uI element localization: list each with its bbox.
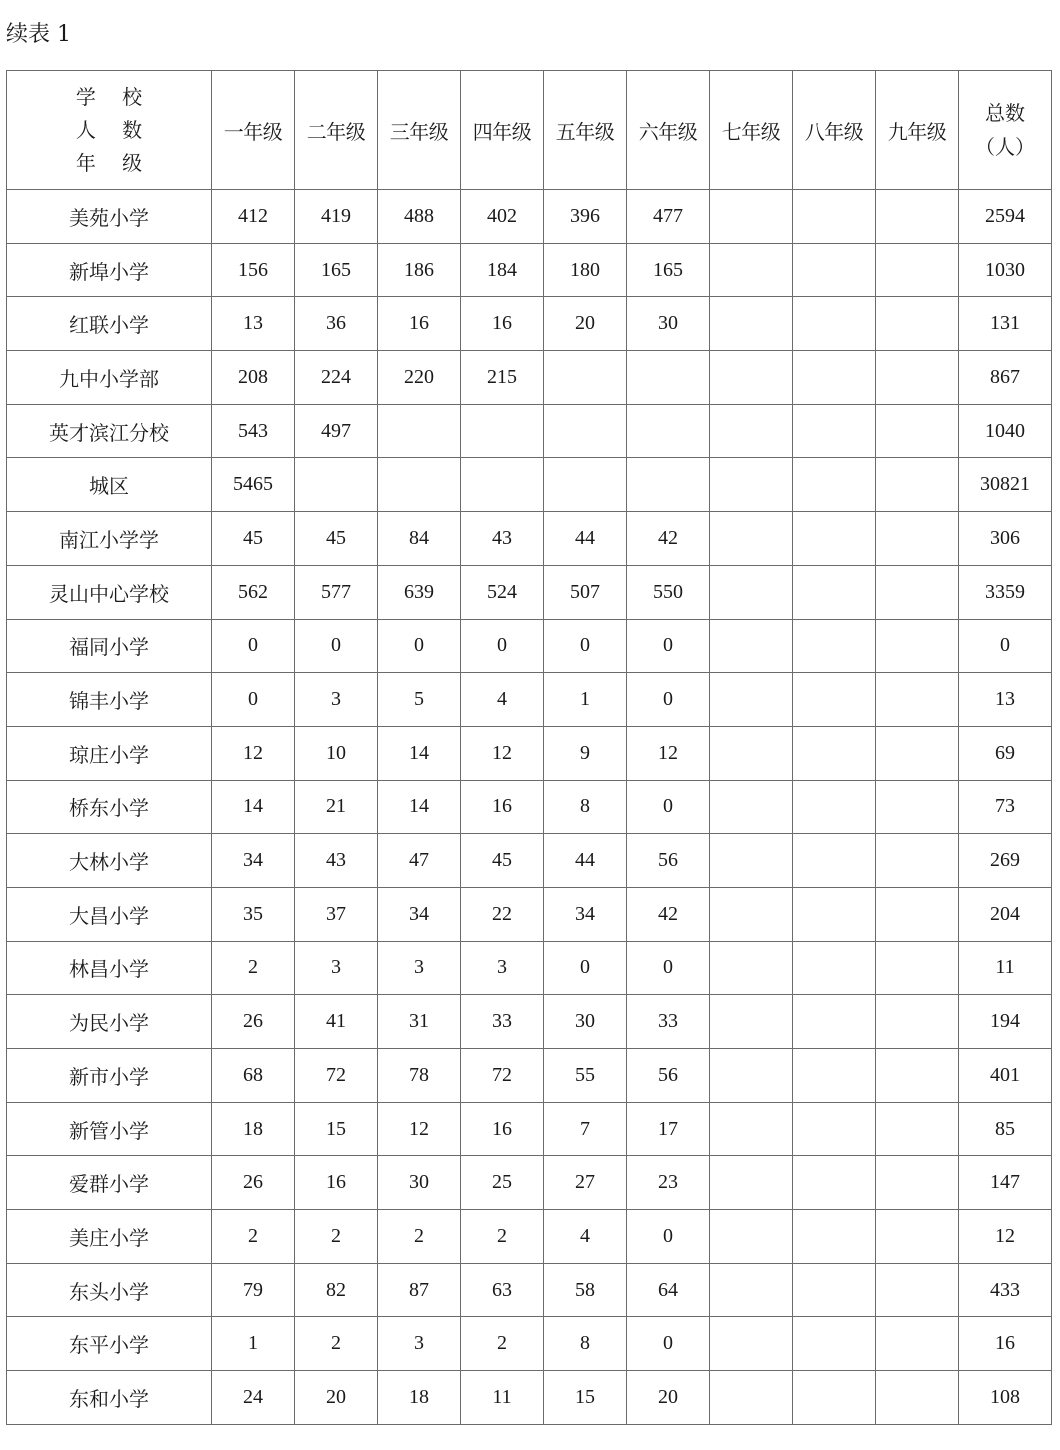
grade-7-count-cell [710, 243, 793, 297]
grade-header-4: 四年级 [461, 71, 544, 190]
total-count-cell: 73 [959, 780, 1052, 834]
grade-2-count-cell: 15 [295, 1102, 378, 1156]
grade-9-count-cell [876, 404, 959, 458]
grade-4-count-cell: 72 [461, 1049, 544, 1103]
grade-4-count-cell: 11 [461, 1371, 544, 1425]
total-count-cell: 108 [959, 1371, 1052, 1425]
grade-9-count-cell [876, 887, 959, 941]
grade-9-count-cell [876, 1102, 959, 1156]
grade-7-count-cell [710, 834, 793, 888]
total-count-cell: 30821 [959, 458, 1052, 512]
total-count-cell: 401 [959, 1049, 1052, 1103]
grade-2-count-cell: 36 [295, 297, 378, 351]
grade-2-count-cell: 37 [295, 887, 378, 941]
total-header-unit: （人） [975, 135, 1035, 159]
grade-header-1: 一年级 [212, 71, 295, 190]
total-count-cell: 306 [959, 512, 1052, 566]
grade-3-count-cell [378, 458, 461, 512]
school-name-cell: 大林小学 [7, 834, 212, 888]
grade-3-count-cell: 5 [378, 673, 461, 727]
grade-1-count-cell: 12 [212, 726, 295, 780]
grade-7-count-cell [710, 404, 793, 458]
grade-9-count-cell [876, 1049, 959, 1103]
grade-4-count-cell: 25 [461, 1156, 544, 1210]
grade-4-count-cell: 215 [461, 351, 544, 405]
corner-label-grade: 年 级 [75, 150, 153, 175]
grade-1-count-cell: 79 [212, 1263, 295, 1317]
grade-5-count-cell: 20 [544, 297, 627, 351]
grade-5-count-cell: 0 [544, 941, 627, 995]
grade-1-count-cell: 14 [212, 780, 295, 834]
grade-7-count-cell [710, 1102, 793, 1156]
grade-5-count-cell [544, 351, 627, 405]
grade-4-count-cell: 33 [461, 995, 544, 1049]
grade-1-count-cell: 68 [212, 1049, 295, 1103]
total-count-cell: 194 [959, 995, 1052, 1049]
school-name-cell: 英才滨江分校 [7, 404, 212, 458]
grade-1-count-cell: 18 [212, 1102, 295, 1156]
table-row [7, 190, 1052, 244]
school-name-cell: 爱群小学 [7, 1156, 212, 1210]
grade-5-count-cell: 1 [544, 673, 627, 727]
total-count-cell: 3359 [959, 565, 1052, 619]
grade-2-count-cell: 72 [295, 1049, 378, 1103]
grade-2-count-cell: 41 [295, 995, 378, 1049]
school-name-cell: 美苑小学 [7, 190, 212, 244]
grade-4-count-cell: 0 [461, 619, 544, 673]
corner-label-school: 学 校 [75, 84, 153, 109]
grade-4-count-cell: 184 [461, 243, 544, 297]
grade-1-count-cell: 0 [212, 673, 295, 727]
grade-3-count-cell: 488 [378, 190, 461, 244]
table-row [7, 458, 1052, 512]
table-row [7, 619, 1052, 673]
grade-4-count-cell: 63 [461, 1263, 544, 1317]
grade-8-count-cell [793, 458, 876, 512]
school-name-cell: 锦丰小学 [7, 673, 212, 727]
grade-6-count-cell: 56 [627, 834, 710, 888]
total-count-cell: 11 [959, 941, 1052, 995]
grade-2-count-cell: 165 [295, 243, 378, 297]
grade-3-count-cell: 47 [378, 834, 461, 888]
grade-8-count-cell [793, 1317, 876, 1371]
grade-9-count-cell [876, 512, 959, 566]
grade-7-count-cell [710, 887, 793, 941]
grade-3-count-cell: 3 [378, 941, 461, 995]
total-count-cell: 269 [959, 834, 1052, 888]
table-row [7, 780, 1052, 834]
grade-5-count-cell: 44 [544, 512, 627, 566]
total-count-cell: 867 [959, 351, 1052, 405]
grade-7-count-cell [710, 1210, 793, 1264]
grade-6-count-cell: 64 [627, 1263, 710, 1317]
grade-4-count-cell: 45 [461, 834, 544, 888]
grade-4-count-cell: 16 [461, 1102, 544, 1156]
grade-7-count-cell [710, 619, 793, 673]
grade-4-count-cell: 2 [461, 1317, 544, 1371]
grade-5-count-cell: 34 [544, 887, 627, 941]
grade-3-count-cell: 16 [378, 297, 461, 351]
school-name-cell: 城区 [7, 458, 212, 512]
grade-5-count-cell: 0 [544, 619, 627, 673]
grade-3-count-cell: 3 [378, 1317, 461, 1371]
grade-2-count-cell [295, 458, 378, 512]
grade-1-count-cell: 1 [212, 1317, 295, 1371]
grade-2-count-cell: 10 [295, 726, 378, 780]
grade-8-count-cell [793, 190, 876, 244]
grade-3-count-cell: 31 [378, 995, 461, 1049]
grade-8-count-cell [793, 995, 876, 1049]
school-name-cell: 新市小学 [7, 1049, 212, 1103]
grade-5-count-cell: 8 [544, 1317, 627, 1371]
grade-9-count-cell [876, 619, 959, 673]
total-header-cell [959, 71, 1052, 190]
grade-7-count-cell [710, 351, 793, 405]
grade-4-count-cell [461, 404, 544, 458]
grade-6-count-cell: 12 [627, 726, 710, 780]
total-count-cell: 85 [959, 1102, 1052, 1156]
grade-9-count-cell [876, 995, 959, 1049]
grade-8-count-cell [793, 1371, 876, 1425]
grade-9-count-cell [876, 243, 959, 297]
table-row [7, 941, 1052, 995]
grade-9-count-cell [876, 941, 959, 995]
grade-1-count-cell: 26 [212, 995, 295, 1049]
enrollment-table [6, 70, 1052, 1425]
grade-9-count-cell [876, 190, 959, 244]
grade-1-count-cell: 543 [212, 404, 295, 458]
table-body [7, 190, 1052, 1425]
grade-7-count-cell [710, 1156, 793, 1210]
grade-5-count-cell: 55 [544, 1049, 627, 1103]
table-row [7, 834, 1052, 888]
grade-5-count-cell: 30 [544, 995, 627, 1049]
grade-6-count-cell: 165 [627, 243, 710, 297]
grade-6-count-cell: 23 [627, 1156, 710, 1210]
grade-2-count-cell: 2 [295, 1210, 378, 1264]
grade-6-count-cell [627, 351, 710, 405]
grade-6-count-cell: 477 [627, 190, 710, 244]
grade-8-count-cell [793, 404, 876, 458]
grade-2-count-cell: 0 [295, 619, 378, 673]
table-row [7, 1210, 1052, 1264]
grade-7-count-cell [710, 458, 793, 512]
grade-header-3: 三年级 [378, 71, 461, 190]
grade-2-count-cell: 3 [295, 673, 378, 727]
table-row [7, 1102, 1052, 1156]
grade-4-count-cell: 12 [461, 726, 544, 780]
table-row [7, 1371, 1052, 1425]
school-name-cell: 东平小学 [7, 1317, 212, 1371]
grade-2-count-cell: 45 [295, 512, 378, 566]
grade-2-count-cell: 577 [295, 565, 378, 619]
grade-8-count-cell [793, 243, 876, 297]
grade-header-5: 五年级 [544, 71, 627, 190]
table-row [7, 512, 1052, 566]
grade-3-count-cell: 34 [378, 887, 461, 941]
grade-3-count-cell: 30 [378, 1156, 461, 1210]
grade-6-count-cell [627, 404, 710, 458]
grade-5-count-cell [544, 458, 627, 512]
total-count-cell: 2594 [959, 190, 1052, 244]
grade-2-count-cell: 21 [295, 780, 378, 834]
grade-6-count-cell: 20 [627, 1371, 710, 1425]
grade-9-count-cell [876, 1371, 959, 1425]
grade-9-count-cell [876, 726, 959, 780]
table-row [7, 297, 1052, 351]
grade-6-count-cell: 33 [627, 995, 710, 1049]
grade-1-count-cell: 2 [212, 1210, 295, 1264]
grade-6-count-cell: 550 [627, 565, 710, 619]
grade-5-count-cell: 8 [544, 780, 627, 834]
grade-8-count-cell [793, 1263, 876, 1317]
grade-5-count-cell: 7 [544, 1102, 627, 1156]
table-row [7, 1317, 1052, 1371]
grade-9-count-cell [876, 297, 959, 351]
table-row [7, 995, 1052, 1049]
grade-6-count-cell: 30 [627, 297, 710, 351]
total-count-cell: 69 [959, 726, 1052, 780]
grade-9-count-cell [876, 780, 959, 834]
grade-7-count-cell [710, 1371, 793, 1425]
school-name-cell: 东和小学 [7, 1371, 212, 1425]
grade-7-count-cell [710, 565, 793, 619]
grade-5-count-cell: 58 [544, 1263, 627, 1317]
grade-7-count-cell [710, 1263, 793, 1317]
grade-3-count-cell: 14 [378, 780, 461, 834]
grade-7-count-cell [710, 512, 793, 566]
grade-7-count-cell [710, 1049, 793, 1103]
grade-2-count-cell: 2 [295, 1317, 378, 1371]
grade-7-count-cell [710, 1317, 793, 1371]
grade-7-count-cell [710, 780, 793, 834]
grade-header-2: 二年级 [295, 71, 378, 190]
grade-1-count-cell: 2 [212, 941, 295, 995]
table-row [7, 565, 1052, 619]
grade-8-count-cell [793, 351, 876, 405]
grade-8-count-cell [793, 726, 876, 780]
grade-1-count-cell: 562 [212, 565, 295, 619]
total-count-cell: 433 [959, 1263, 1052, 1317]
grade-6-count-cell: 0 [627, 673, 710, 727]
grade-1-count-cell: 13 [212, 297, 295, 351]
grade-9-count-cell [876, 351, 959, 405]
total-count-cell: 147 [959, 1156, 1052, 1210]
grade-6-count-cell: 42 [627, 887, 710, 941]
school-name-cell: 灵山中心学校 [7, 565, 212, 619]
table-row [7, 887, 1052, 941]
grade-header-8: 八年级 [793, 71, 876, 190]
grade-3-count-cell: 2 [378, 1210, 461, 1264]
grade-8-count-cell [793, 1049, 876, 1103]
table-row [7, 673, 1052, 727]
grade-3-count-cell: 78 [378, 1049, 461, 1103]
school-name-cell: 新埠小学 [7, 243, 212, 297]
grade-1-count-cell: 412 [212, 190, 295, 244]
grade-6-count-cell: 0 [627, 619, 710, 673]
grade-5-count-cell: 27 [544, 1156, 627, 1210]
grade-4-count-cell: 3 [461, 941, 544, 995]
grade-2-count-cell: 419 [295, 190, 378, 244]
grade-3-count-cell: 220 [378, 351, 461, 405]
grade-1-count-cell: 45 [212, 512, 295, 566]
grade-6-count-cell: 42 [627, 512, 710, 566]
table-caption: 续表 1 [6, 22, 71, 47]
grade-7-count-cell [710, 995, 793, 1049]
grade-5-count-cell [544, 404, 627, 458]
grade-3-count-cell: 639 [378, 565, 461, 619]
grade-9-count-cell [876, 1210, 959, 1264]
grade-8-count-cell [793, 780, 876, 834]
total-count-cell: 0 [959, 619, 1052, 673]
grade-5-count-cell: 180 [544, 243, 627, 297]
total-count-cell: 1040 [959, 404, 1052, 458]
school-name-cell: 东头小学 [7, 1263, 212, 1317]
school-name-cell: 大昌小学 [7, 887, 212, 941]
grade-1-count-cell: 34 [212, 834, 295, 888]
grade-2-count-cell: 82 [295, 1263, 378, 1317]
grade-3-count-cell: 186 [378, 243, 461, 297]
total-count-cell: 1030 [959, 243, 1052, 297]
header-row [7, 71, 1052, 190]
grade-8-count-cell [793, 834, 876, 888]
grade-2-count-cell: 224 [295, 351, 378, 405]
grade-2-count-cell: 43 [295, 834, 378, 888]
table-row [7, 351, 1052, 405]
grade-8-count-cell [793, 1102, 876, 1156]
grade-4-count-cell: 402 [461, 190, 544, 244]
grade-4-count-cell [461, 458, 544, 512]
grade-6-count-cell: 0 [627, 1210, 710, 1264]
total-count-cell: 16 [959, 1317, 1052, 1371]
grade-4-count-cell: 4 [461, 673, 544, 727]
grade-8-count-cell [793, 673, 876, 727]
grade-9-count-cell [876, 458, 959, 512]
grade-8-count-cell [793, 1156, 876, 1210]
grade-8-count-cell [793, 887, 876, 941]
grade-4-count-cell: 524 [461, 565, 544, 619]
grade-9-count-cell [876, 1317, 959, 1371]
table-row [7, 726, 1052, 780]
grade-3-count-cell: 0 [378, 619, 461, 673]
grade-4-count-cell: 43 [461, 512, 544, 566]
grade-9-count-cell [876, 1263, 959, 1317]
grade-1-count-cell: 0 [212, 619, 295, 673]
school-name-cell: 南江小学学 [7, 512, 212, 566]
grade-5-count-cell: 9 [544, 726, 627, 780]
school-name-cell: 美庄小学 [7, 1210, 212, 1264]
grade-1-count-cell: 208 [212, 351, 295, 405]
grade-8-count-cell [793, 512, 876, 566]
grade-1-count-cell: 156 [212, 243, 295, 297]
grade-4-count-cell: 2 [461, 1210, 544, 1264]
table-row [7, 243, 1052, 297]
grade-4-count-cell: 22 [461, 887, 544, 941]
grade-6-count-cell: 17 [627, 1102, 710, 1156]
total-count-cell: 131 [959, 297, 1052, 351]
grade-9-count-cell [876, 1156, 959, 1210]
grade-1-count-cell: 5465 [212, 458, 295, 512]
school-name-cell: 红联小学 [7, 297, 212, 351]
grade-2-count-cell: 497 [295, 404, 378, 458]
grade-7-count-cell [710, 941, 793, 995]
total-header-label: 总数 [985, 101, 1025, 125]
school-name-cell: 林昌小学 [7, 941, 212, 995]
school-name-cell: 桥东小学 [7, 780, 212, 834]
grade-7-count-cell [710, 673, 793, 727]
grade-5-count-cell: 507 [544, 565, 627, 619]
grade-2-count-cell: 20 [295, 1371, 378, 1425]
grade-7-count-cell [710, 726, 793, 780]
grade-4-count-cell: 16 [461, 297, 544, 351]
grade-3-count-cell: 18 [378, 1371, 461, 1425]
grade-8-count-cell [793, 565, 876, 619]
grade-3-count-cell: 84 [378, 512, 461, 566]
grade-2-count-cell: 16 [295, 1156, 378, 1210]
school-name-cell: 新管小学 [7, 1102, 212, 1156]
grade-6-count-cell: 56 [627, 1049, 710, 1103]
grade-9-count-cell [876, 834, 959, 888]
grade-8-count-cell [793, 941, 876, 995]
grade-6-count-cell: 0 [627, 780, 710, 834]
grade-9-count-cell [876, 673, 959, 727]
grade-7-count-cell [710, 190, 793, 244]
table-row [7, 404, 1052, 458]
grade-3-count-cell: 12 [378, 1102, 461, 1156]
total-count-cell: 204 [959, 887, 1052, 941]
grade-5-count-cell: 44 [544, 834, 627, 888]
grade-8-count-cell [793, 619, 876, 673]
grade-header-7: 七年级 [710, 71, 793, 190]
school-name-cell: 琼庄小学 [7, 726, 212, 780]
corner-header-cell [7, 71, 212, 190]
grade-3-count-cell: 14 [378, 726, 461, 780]
grade-3-count-cell [378, 404, 461, 458]
school-name-cell: 福同小学 [7, 619, 212, 673]
grade-header-6: 六年级 [627, 71, 710, 190]
total-count-cell: 13 [959, 673, 1052, 727]
grade-header-9: 九年级 [876, 71, 959, 190]
grade-5-count-cell: 4 [544, 1210, 627, 1264]
total-count-cell: 12 [959, 1210, 1052, 1264]
corner-label-count: 人 数 [75, 117, 153, 142]
table-row [7, 1263, 1052, 1317]
grade-5-count-cell: 15 [544, 1371, 627, 1425]
table-row [7, 1156, 1052, 1210]
school-name-cell: 为民小学 [7, 995, 212, 1049]
grade-4-count-cell: 16 [461, 780, 544, 834]
school-name-cell: 九中小学部 [7, 351, 212, 405]
grade-3-count-cell: 87 [378, 1263, 461, 1317]
grade-5-count-cell: 396 [544, 190, 627, 244]
grade-1-count-cell: 35 [212, 887, 295, 941]
grade-8-count-cell [793, 1210, 876, 1264]
grade-8-count-cell [793, 297, 876, 351]
grade-2-count-cell: 3 [295, 941, 378, 995]
grade-7-count-cell [710, 297, 793, 351]
table-row [7, 1049, 1052, 1103]
grade-6-count-cell: 0 [627, 941, 710, 995]
grade-1-count-cell: 24 [212, 1371, 295, 1425]
grade-6-count-cell [627, 458, 710, 512]
grade-1-count-cell: 26 [212, 1156, 295, 1210]
grade-9-count-cell [876, 565, 959, 619]
grade-6-count-cell: 0 [627, 1317, 710, 1371]
